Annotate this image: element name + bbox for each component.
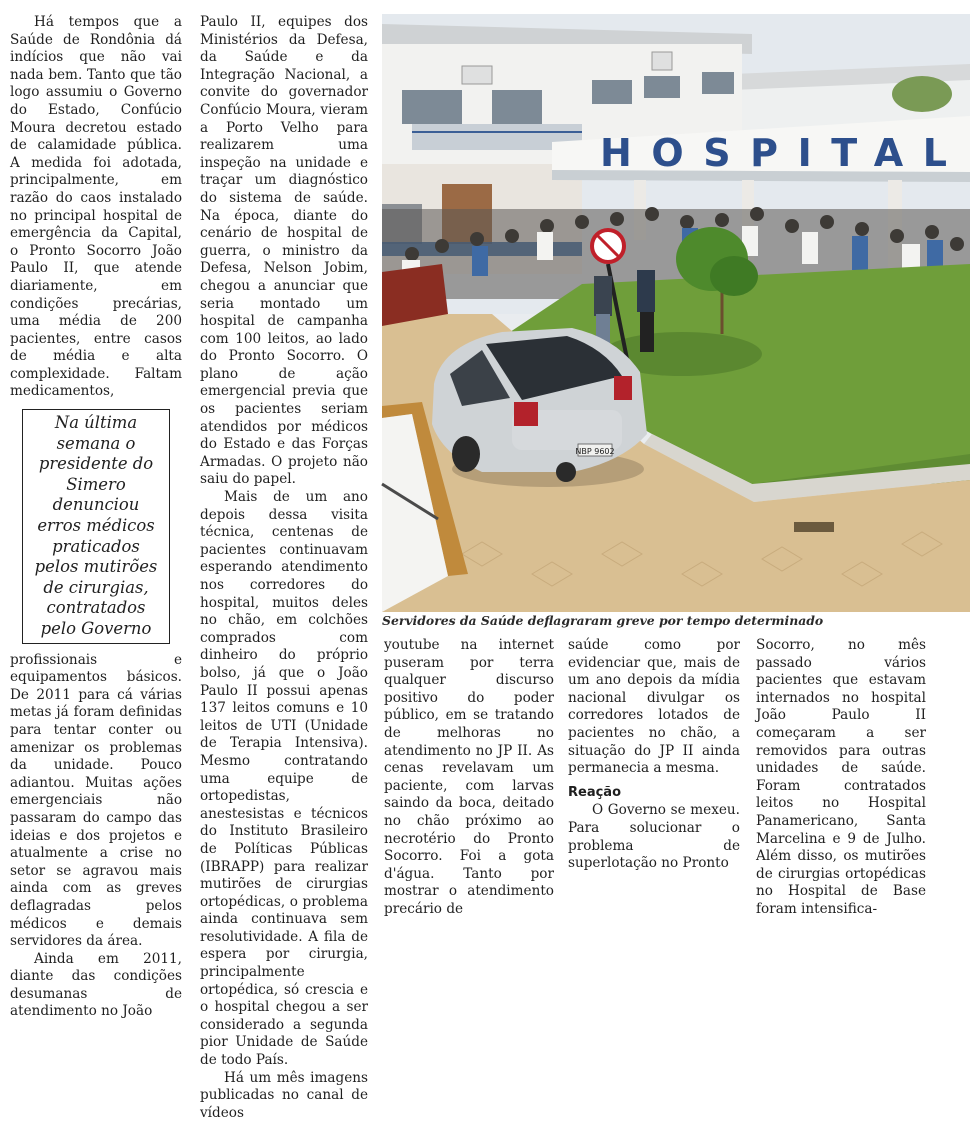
article-column-2 [200,14,368,1121]
article-paragraph: Paulo II, equipes dos Ministérios da Defesa, da Saúde e da Integração Nacional, a convite do governador Confúcio Moura, vieram a Porto Velho para realizarem uma inspeção na unidade e traçar um diagnóstico do sistema de saúde. Na época, diante do cenário de hospital de guerra, o ministro da Defesa, Nelson Jobim, chegou a anunciar que seria montado um hospital de campanha com 100 leitos, ao lado do Pronto Socorro. O plano de ação emergencial previa que os pacientes seriam atendidos por médicos do Estado e das Forças Armadas. O projeto não saiu do papel. [200,14,368,488]
article-paragraph: Há um mês imagens publicadas no canal de vídeos [200,1069,368,1121]
article-column-3 [384,637,554,917]
article-paragraph: youtube na internet puseram por terra qualquer discurso positivo do poder público, em se tratando de melhoras no atendimento no JP II. As cenas revelavam um paciente, com larvas saindo da boca, deitado no chão próximo ao necrotério do Pronto Socorro. Foi a gota d'água. Tanto por mostrar o atendimento precário de [384,637,554,917]
photo-caption: Servidores da Saúde deflagraram greve por tempo determinado [382,613,824,628]
article-column-4 [568,637,740,872]
article-paragraph: profissionais e equipamentos básicos. De 2011 para cá várias metas já foram definidas para tentar conter ou amenizar os problemas da unidade. Pouco adiantou. Muitas ações emergenciais não passaram do campo das ideias e dos projetos e atualmente a crise no setor se agravou mais ainda com as greves deflagradas pelos médicos e demais servidores da área. [10,651,182,950]
hospital-photo [382,14,970,612]
article-paragraph: Socorro, no mês passado vários pacientes que estavam internados no hospital João Paulo II começaram a ser removidos para outras unidades de saúde. Foram contratados leitos no Hospital Panamericano, Santa Marcelina e 9 de Julho. Além disso, os mutirões de cirurgias ortopédicas no Hospital de Base foram intensifica- [756,637,926,917]
article-paragraph: O Governo se mexeu. Para solucionar o problema de superlotação no Pronto [568,802,740,872]
license-plate-text: NBP 9602 [575,447,615,456]
article-column-1 [10,14,182,1020]
article-paragraph: Há tempos que a Saúde de Rondônia dá indícios que não vai nada bem. Tanto que tão logo assumiu o Governo do Estado, Confúcio Moura decretou estado de calamidade pública. A medida foi adotada, principalmente, em razão do caos instalado no principal hospital de emergência da Capital, o Pronto Socorro João Paulo II, que atende diariamente, em condições precárias, uma média de 200 pacientes, entre casos de média e alta complexidade. Faltam medicamentos, [10,14,182,400]
section-subhead: Reação [568,784,622,800]
pull-quote: Na última semana o presidente do Simero denunciou erros médicos praticados pelos mutirões de cirurgias, contratados pelo Governo [22,409,170,644]
article-paragraph: Mais de um ano depois dessa visita técnica, centenas de pacientes continuavam esperando atendimento nos corredores do hospital, muitos deles no chão, em colchões comprados com dinheiro do próprio bolso, já que o João Paulo II possui apenas 137 leitos comuns e 10 leitos de UTI (Unidade de Terapia Intensiva). Mesmo contratando uma equipe de ortopedistas, anestesistas e técnicos do Instituto Brasileiro de Políticas Públicas (IBRAPP) para realizar mutirões de cirurgias ortopédicas, o problema ainda continuava sem resolutividade. A fila de espera por cirurgia, principalmente ortopédica, só crescia e o hospital chegou a ser considerado a segunda pior Unidade de Saúde de todo País. [200,489,368,1069]
article-column-5 [756,637,926,917]
hospital-sign-text: HOSPITAL [600,131,950,175]
article-paragraph: saúde como por evidenciar que, mais de um ano depois da mídia nacional divulgar os corredores lotados de pacientes no chão, a situação do JP II ainda permanecia a mesma. [568,637,740,777]
article-paragraph: Ainda em 2011, diante das condições desumanas de atendimento no João [10,950,182,1020]
